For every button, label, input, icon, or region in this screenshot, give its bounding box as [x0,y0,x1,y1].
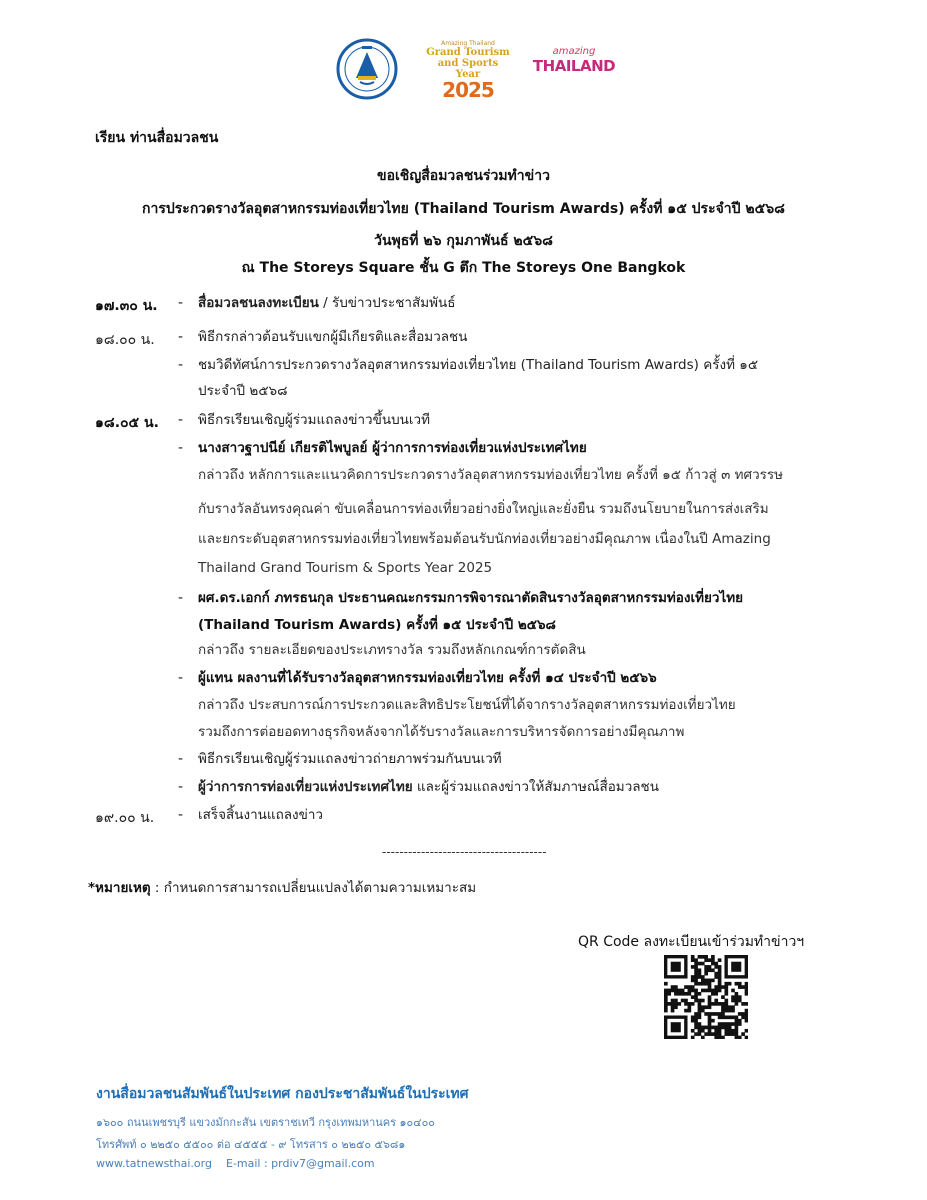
schedule-time: ๑๘.๐๐ น. [95,332,155,348]
footer-web-link[interactable]: www.tatnewsthai.org [96,1157,212,1170]
salutation: เรียน ท่านสื่อมวลชน [95,130,219,146]
schedule-item: พิธีกรเรียนเชิญผู้ร่วมแถลงข่าวถ่ายภาพร่วมกันบนเวที [198,751,502,767]
note-text: : กำหนดการสามารถเปลี่ยนแปลงได้ตามความเหมาะสม [150,880,477,896]
item-bold: ผู้ว่าการการท่องเที่ยวแห่งประเทศไทย [198,779,413,795]
item-bold: สื่อมวลชนลงทะเบียน [198,295,319,311]
schedule-time: ๑๙.๐๐ น. [95,810,155,826]
gts-logo-line3: and Sports Year [437,58,499,80]
speaker-1-line: Thailand Grand Tourism & Sports Year 2025 [198,560,493,576]
bullet-dash: - [178,590,184,606]
bullet-dash: - [178,807,184,823]
divider: -------------------------------------- [382,845,547,859]
bullet-dash: - [178,295,184,311]
header-logos [336,38,616,100]
bullet-dash: - [178,670,184,686]
schedule-item: เสร็จสิ้นงานแถลงข่าว [198,807,324,823]
gts-logo-line2: Grand Tourism [426,47,510,58]
title-venue: ณ The Storeys Square ชั้น G ตึก The Storeys One Bangkok [241,260,686,276]
title-date: วันพุธที่ ๒๖ กุมภาพันธ์ ๒๕๖๘ [374,233,553,249]
bullet-dash: - [178,779,184,795]
bullet-dash: - [178,440,184,456]
bullet-dash: - [178,329,184,345]
gts-logo-year: 2025 [442,78,494,102]
footer-title: งานสื่อมวลชนสัมพันธ์ในประเทศ กองประชาสัมพันธ์ในประเทศ [96,1086,469,1102]
speaker-1-heading: นางสาวฐาปนีย์ เกียรติไพบูลย์ ผู้ว่าการการท่องเที่ยวแห่งประเทศไทย [198,440,587,456]
footer-address: ๑๖๐๐ ถนนเพชรบุรี แขวงมักกะสัน เขตราชเทวี กรุงเทพมหานคร ๑๐๔๐๐ [96,1116,435,1129]
speaker-1-line: และยกระดับอุตสาหกรรมท่องเที่ยวไทยพร้อมต้อนรับนักท่องเที่ยวอย่างมีคุณภาพ เนื่องในปี Amazing [198,531,771,547]
speaker-3-line: รวมถึงการต่อยอดทางธุรกิจหลังจากได้รับรางวัลและการบริหารจัดการอย่างมีคุณภาพ [198,724,685,740]
schedule-item-cont: ประจำปี ๒๕๖๘ [198,383,288,399]
speaker-1-line: กล่าวถึง หลักการและแนวคิดการประกวดรางวัลอุตสาหกรรมท่องเที่ยวไทย ครั้งที่ ๑๕ ก้าวสู่ ๓ ทศวรรษ [198,467,784,483]
qr-code-icon[interactable] [664,955,748,1039]
item-rest: / รับข่าวประชาสัมพันธ์ [318,295,456,311]
schedule-item: พิธีกรกล่าวต้อนรับแขกผู้มีเกียรติและสื่อมวลชน [198,329,468,345]
qr-label: QR Code ลงทะเบียนเข้าร่วมทำข่าวฯ [578,934,805,950]
footer-phone: โทรศัพท์ ๐ ๒๒๕๐ ๕๕๐๐ ต่อ ๔๕๕๕ - ๙ โทรสาร ๐ ๒๒๕๐ ๕๖๘๑ [96,1138,406,1151]
amazing-thailand-logo [532,46,616,86]
schedule-item: พิธีกรเรียนเชิญผู้ร่วมแถลงข่าวขึ้นบนเวที [198,412,430,428]
schedule-item: ชมวิดีทัศน์การประกวดรางวัลอุตสาหกรรมท่องเที่ยวไทย (Thailand Tourism Awards) ครั้งที่ ๑๕ [198,357,759,373]
speaker-2-heading-cont: (Thailand Tourism Awards) ครั้งที่ ๑๕ ประจำปี ๒๕๖๘ [198,617,556,633]
speaker-2-line: กล่าวถึง รายละเอียดของประเภทรางวัล รวมถึงหลักเกณฑ์การตัดสิน [198,642,586,658]
amazing-logo-line2: THAILAND [532,57,616,75]
gts-logo-line1: Amazing Thailand [441,40,495,47]
title-event: การประกวดรางวัลอุตสาหกรรมท่องเที่ยวไทย (Thailand Tourism Awards) ครั้งที่ ๑๕ ประจำปี ๒๕๖๘ [142,201,785,217]
note-label: *หมายเหตุ [88,880,151,896]
bullet-dash: - [178,412,184,428]
item-rest: และผู้ร่วมแถลงข่าวให้สัมภาษณ์สื่อมวลชน [412,779,659,795]
speaker-3-heading: ผู้แทน ผลงานที่ได้รับรางวัลอุตสาหกรรมท่องเที่ยวไทย ครั้งที่ ๑๔ ประจำปี ๒๕๖๖ [198,670,657,686]
footer-email-link[interactable]: E-mail : prdiv7@gmail.com [226,1157,375,1170]
schedule-item [198,290,868,316]
amazing-logo-line1: amazing [552,46,596,57]
schedule-time: ๑๗.๓๐ น. [95,298,158,314]
grand-tourism-logo [426,40,510,102]
speaker-2-heading: ผศ.ดร.เอกก์ ภทรธนกุล ประธานคณะกรรมการพิจารณาตัดสินรางวัลอุตสาหกรรมท่องเที่ยวไทย [198,590,744,606]
speaker-3-line: กล่าวถึง ประสบการณ์การประกวดและสิทธิประโยชน์ที่ได้จากรางวัลอุตสาหกรรมท่องเที่ยวไทย [198,697,736,713]
note [88,876,476,898]
title-invitation: ขอเชิญสื่อมวลชนร่วมทำข่าว [377,168,550,184]
schedule-item [198,774,868,800]
bullet-dash: - [178,751,184,767]
tat-logo-icon [336,38,398,100]
schedule-time: ๑๘.๐๕ น. [95,415,159,431]
speaker-1-line: กับรางวัลอันทรงคุณค่า ขับเคลื่อนการท่องเที่ยวอย่างยิ่งใหญ่และยั่งยืน รวมถึงนโยบายในการส่งเสริม [198,501,769,517]
bullet-dash: - [178,357,184,373]
